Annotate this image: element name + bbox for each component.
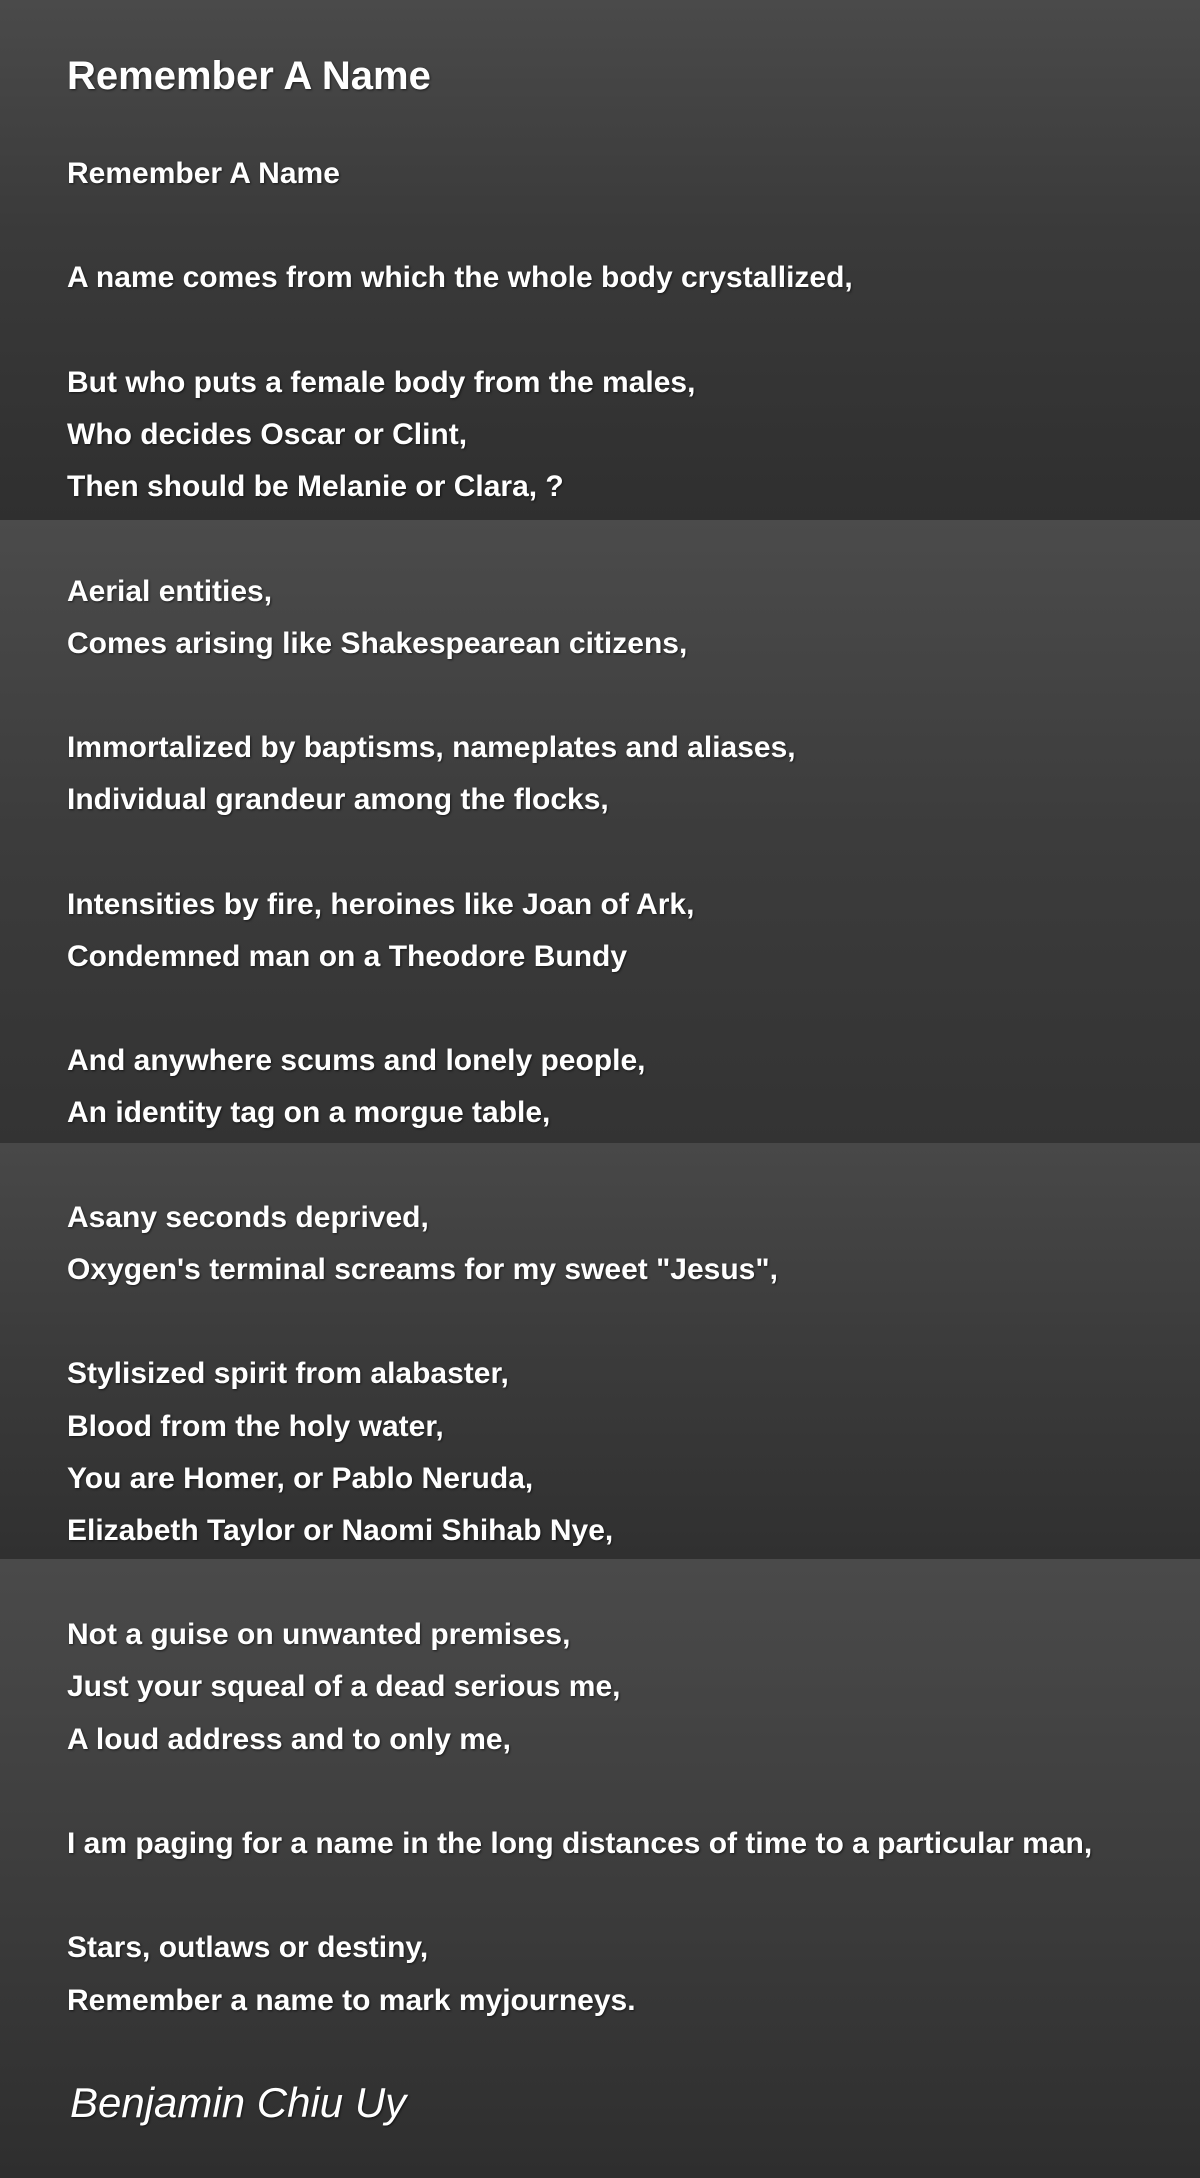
poem-line: An identity tag on a morgue table,	[67, 1096, 551, 1130]
author-signature: Benjamin Chiu Uy	[70, 2079, 407, 2126]
poem-line: Condemned man on a Theodore Bundy	[67, 939, 628, 973]
poem-line: Remember a name to mark myjourneys.	[67, 1983, 636, 2017]
poem-stanza	[67, 1922, 1187, 2026]
poem-line: Intensities by fire, heroines like Joan of Ark,	[67, 887, 695, 921]
poem-stanza	[67, 148, 1187, 200]
poem-stanza	[67, 1192, 1187, 1296]
poem-line: Asany seconds deprived,	[67, 1200, 429, 1234]
poem-line: Immortalized by baptisms, nameplates and aliases,	[67, 731, 796, 765]
poem-line: Blood from the holy water,	[67, 1409, 444, 1443]
poem-line: Who decides Oscar or Clint,	[67, 417, 468, 451]
poem-line: I am paging for a name in the long distances of time to a particular man,	[67, 1827, 1093, 1860]
poem-stanza	[67, 357, 1187, 514]
poem-line: You are Homer, or Pablo Neruda,	[67, 1461, 534, 1495]
poem-line: Not a guise on unwanted premises,	[67, 1618, 571, 1652]
poem-line: Elizabeth Taylor or Naomi Shihab Nye,	[67, 1513, 614, 1547]
page-title: Remember A Name	[67, 54, 431, 98]
poem-line: A name comes from which the whole body crystallized,	[67, 261, 853, 295]
poem-line: And anywhere scums and lonely people,	[67, 1044, 646, 1078]
poem-body	[67, 148, 1187, 2079]
poem-stanza	[67, 1035, 1187, 1139]
poem-line: Individual grandeur among the flocks,	[67, 783, 609, 817]
poem-line: Oxygen's terminal screams for my sweet "Jesus",	[67, 1252, 778, 1286]
poem-line: A loud address and to only me,	[67, 1722, 511, 1756]
poem-stanza	[67, 722, 1187, 826]
poem-stanza	[67, 566, 1187, 670]
poem-stanza	[67, 879, 1187, 983]
poem-stanza	[67, 1818, 1187, 1870]
poem-line: Remember A Name	[67, 157, 340, 190]
poem-line: Aerial entities,	[67, 574, 273, 608]
poem-stanza	[67, 1348, 1187, 1557]
poem-line: Just your squeal of a dead serious me,	[67, 1670, 621, 1704]
poem-stanza	[67, 1609, 1187, 1766]
poem-line: Stars, outlaws or destiny,	[67, 1931, 429, 1965]
poem-line: Comes arising like Shakespearean citizens,	[67, 626, 688, 660]
poem-line: But who puts a female body from the males,	[67, 365, 696, 399]
poem-line: Stylisized spirit from alabaster,	[67, 1357, 509, 1391]
poem-line: Then should be Melanie or Clara, ?	[67, 470, 564, 504]
poem-stanza	[67, 252, 1187, 304]
